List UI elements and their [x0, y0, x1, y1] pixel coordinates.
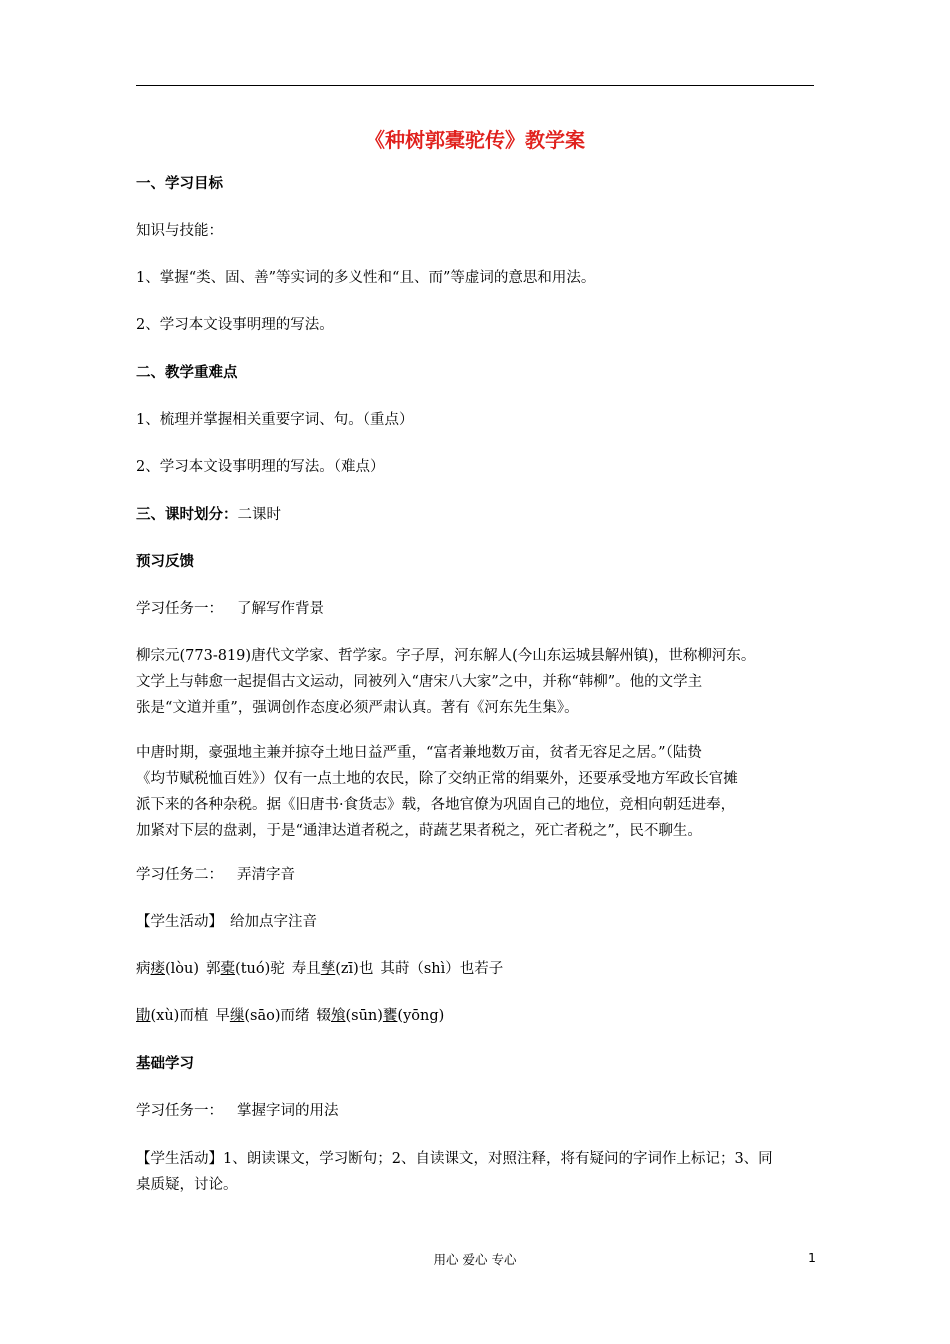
footer-motto: 用心 爱心 专心 — [433, 1252, 517, 1267]
word-text: 郭 — [206, 961, 221, 977]
paragraph-line: 柳宗元(773-819)唐代文学家、哲学家。字子厚，河东解人(今山东运城县解州镇)，世称柳河东。 — [136, 648, 756, 664]
paragraph-line: 《均节赋税恤百姓》）仅有一点土地的农民，除了交纳正常的绢粟外，还要承受地方军政长官摊 — [136, 771, 738, 787]
paragraph-line: 桌质疑，讨论。 — [136, 1177, 238, 1193]
dotted-character: 橐 — [220, 961, 236, 977]
pinyin: (tuó)驼 — [235, 961, 285, 977]
word-text: 其莳（shì）也若子 — [380, 961, 504, 977]
pinyin: (zī)也 — [335, 961, 374, 977]
paragraph-line: 文学上与韩愈一起提倡古文运动，同被列入“唐宋八大家”之中，并称“韩柳”。他的文学主 — [136, 674, 703, 690]
pinyin: (lòu) — [165, 961, 200, 977]
page-number: 1 — [808, 1250, 816, 1265]
preview-task-1 — [136, 596, 830, 622]
task-label: 学习任务一： — [136, 1103, 223, 1119]
pinyin: (sūn) — [345, 1008, 383, 1024]
task-label: 学习任务二： — [136, 867, 223, 883]
activity-label: 【学生活动】 — [136, 914, 223, 930]
student-activity-reading — [136, 1146, 830, 1198]
task-label: 学习任务一： — [136, 601, 223, 617]
objective-item-2: 2、学习本文设事明理的写法。 — [136, 317, 334, 333]
pinyin: (yōng) — [397, 1008, 445, 1024]
word-text: 辍 — [316, 1008, 331, 1024]
section-heading-lessons — [136, 502, 830, 528]
objectives-subheading: 知识与技能： — [136, 223, 223, 239]
lessons-label: 三、课时划分： — [136, 507, 238, 523]
section-heading-preview: 预习反馈 — [136, 554, 194, 570]
dotted-character: 缫 — [229, 1008, 245, 1024]
dotted-character: 飧 — [330, 1008, 346, 1024]
task-text: 了解写作背景 — [237, 601, 324, 617]
word-text: 早 — [215, 1008, 230, 1024]
objective-item-1: 1、掌握“类、固、善”等实词的多义性和“且、而”等虚词的意思和用法。 — [136, 270, 596, 286]
pronunciation-line-2 — [136, 1003, 830, 1029]
activity-text: 给加点字注音 — [230, 914, 317, 930]
lessons-value: 二课时 — [237, 507, 281, 523]
pinyin: (xù)而植 — [150, 1008, 209, 1024]
student-activity-pronunciation — [136, 909, 830, 935]
dotted-character: 孳 — [320, 961, 336, 977]
word-text: 病 — [136, 961, 151, 977]
dotted-character: 勖 — [136, 1008, 151, 1024]
paragraph-line: 张是“文道并重”，强调创作态度必须严肃认真。著有《河东先生集》。 — [136, 700, 579, 716]
section-heading-objectives: 一、学习目标 — [136, 176, 223, 192]
word-text: 寿且 — [291, 961, 321, 977]
section-heading-key-points: 二、教学重难点 — [136, 365, 238, 381]
background-paragraph — [136, 740, 830, 844]
task-text: 弄清字音 — [237, 867, 295, 883]
dotted-character: 饔 — [382, 1008, 398, 1024]
pronunciation-line-1 — [136, 956, 830, 982]
author-paragraph — [136, 643, 830, 721]
preview-task-2 — [136, 862, 830, 888]
task-text: 掌握字词的用法 — [237, 1103, 339, 1119]
dotted-character: 瘘 — [150, 961, 165, 977]
basic-task-1 — [136, 1098, 830, 1124]
pinyin: (sāo)而绪 — [244, 1008, 310, 1024]
header-rule — [136, 85, 814, 86]
paragraph-line: 加紧对下层的盘剥，于是“通津达道者税之，莳蔬艺果者税之，死亡者税之”，民不聊生。 — [136, 823, 702, 839]
paragraph-line: 中唐时期，豪强地主兼并掠夺土地日益严重，“富者兼地数万亩，贫者无容足之居。”（陆贽 — [136, 745, 702, 761]
paragraph-line: 【学生活动】1、朗读课文，学习断句；2、自读课文，对照注释，将有疑问的字词作上标记；3、同 — [136, 1151, 773, 1167]
key-point-1: 1、梳理并掌握相关重要字词、句。（重点） — [136, 412, 414, 428]
document-title: 《种树郭橐驼传》教学案 — [365, 128, 585, 152]
key-point-2: 2、学习本文设事明理的写法。（难点） — [136, 459, 385, 475]
section-heading-basic: 基础学习 — [136, 1056, 194, 1072]
paragraph-line: 派下来的各种杂税。据《旧唐书·食货志》载，各地官僚为巩固自己的地位，竞相向朝廷进奉， — [136, 797, 736, 813]
